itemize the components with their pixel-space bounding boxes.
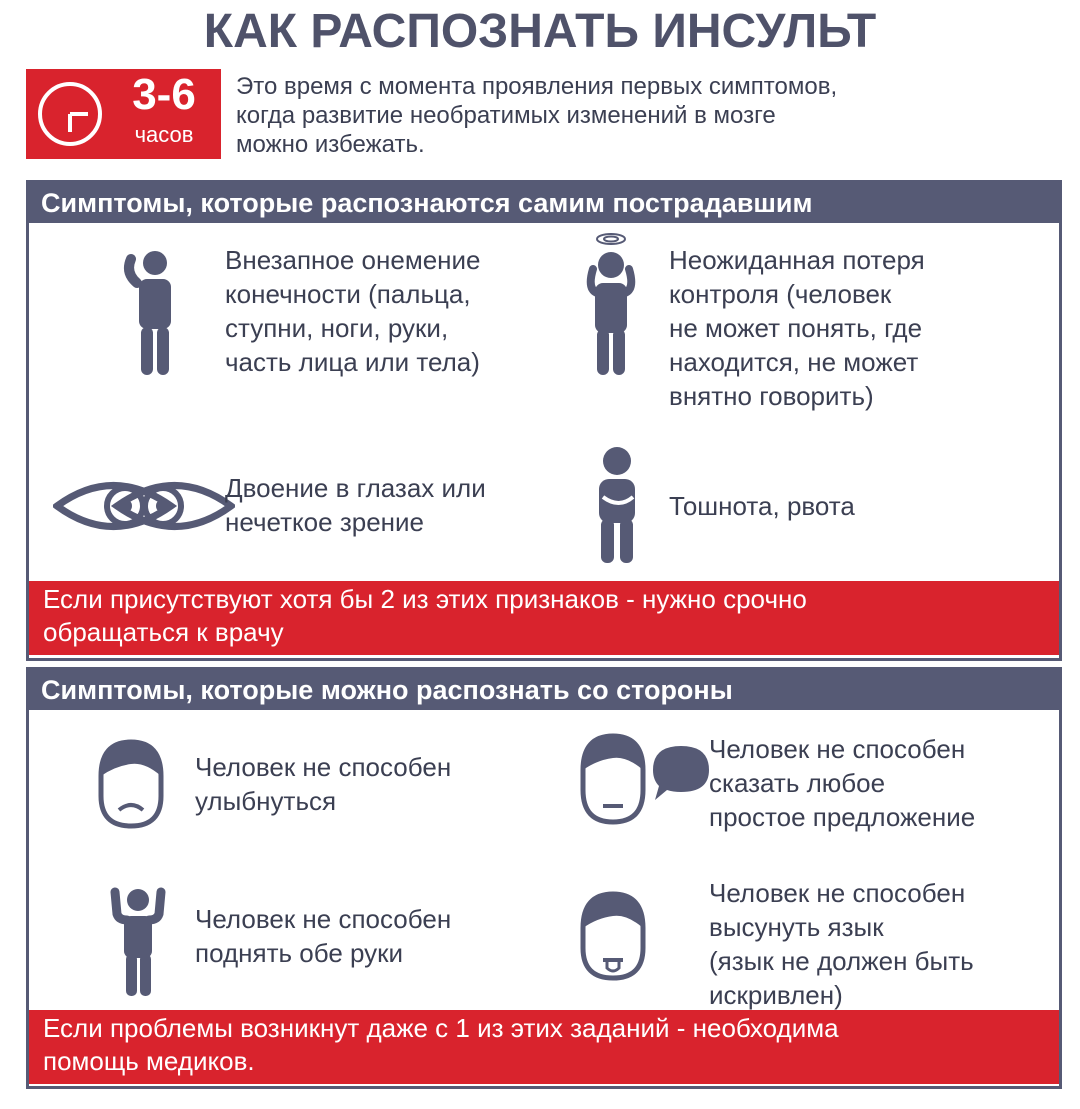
self-symptoms-header: Симптомы, которые распознаются самим пострадавшим <box>29 183 1059 223</box>
symptom-speak <box>709 732 975 834</box>
warning-line: Если присутствуют хотя бы 2 из этих признаков - нужно срочно <box>43 584 807 614</box>
symptom-line: часть лица или тела) <box>225 347 480 377</box>
warning-banner-1 <box>29 581 1059 655</box>
warning-banner-2 <box>29 1010 1059 1084</box>
symptom-line: Человек не способен <box>709 734 966 764</box>
symptom-line: простое предложение <box>709 802 976 832</box>
symptom-line: высунуть язык <box>709 912 884 942</box>
symptom-line: Неожиданная потеря <box>669 245 925 275</box>
clock-icon <box>36 80 104 148</box>
symptom-line: нечеткое зрение <box>225 507 424 537</box>
warning-line: Если проблемы возникнут даже с 1 из этих заданий - необходима <box>43 1013 839 1043</box>
observer-symptoms-header: Симптомы, которые можно распознать со стороны <box>29 670 1059 710</box>
person-numb-arm-icon <box>117 249 187 379</box>
symptom-line: (язык не должен быть <box>709 946 974 976</box>
intro-text <box>236 72 1056 159</box>
time-unit: часов <box>134 122 194 147</box>
person-raised-arms-icon <box>105 884 171 1000</box>
symptom-nausea <box>669 489 855 523</box>
sad-face-icon <box>95 736 167 832</box>
symptom-loss-of-control <box>669 243 925 413</box>
symptom-line: конечности (пальца, <box>225 279 471 309</box>
symptom-line: Человек не способен <box>709 878 966 908</box>
symptom-line: Внезапное онемение <box>225 245 481 275</box>
symptom-line: сказать любое <box>709 768 886 798</box>
intro-line: можно избежать. <box>236 131 425 158</box>
warning-line: обращаться к врачу <box>43 617 284 647</box>
symptom-line: внятно говорить) <box>669 381 874 411</box>
time-range: 3-6 <box>132 70 196 119</box>
symptom-tongue <box>709 876 974 1012</box>
intro-line: Это время с момента проявления первых симптомов, <box>236 73 838 100</box>
page-title: КАК РАСПОЗНАТЬ ИНСУЛЬТ <box>203 5 877 58</box>
intro-line: когда развитие необратимых изменений в мозге <box>236 102 776 129</box>
face-speech-bubble-icon <box>577 730 711 832</box>
symptom-line: Тошнота, рвота <box>669 491 855 521</box>
double-eye-icon <box>53 471 235 541</box>
symptom-line: Человек не способен <box>195 904 452 934</box>
symptom-smile <box>195 750 451 818</box>
symptom-double-vision <box>225 471 486 539</box>
symptom-line: ступни, ноги, руки, <box>225 313 449 343</box>
person-dizzy-icon <box>581 229 641 379</box>
symptom-numbness <box>225 243 481 379</box>
observer-symptoms-panel <box>26 667 1062 1089</box>
face-tongue-icon <box>577 888 649 984</box>
symptom-line: Двоение в глазах или <box>225 473 486 503</box>
warning-line: помощь медиков. <box>43 1046 255 1076</box>
symptom-line: контроля (человек <box>669 279 892 309</box>
symptom-line: Человек не способен <box>195 752 452 782</box>
symptom-line: искривлен) <box>709 980 843 1010</box>
person-nausea-icon <box>589 445 645 565</box>
symptom-line: не может понять, где <box>669 313 923 343</box>
symptom-raise-arms <box>195 902 451 970</box>
symptom-line: поднять обе руки <box>195 938 404 968</box>
symptom-line: улыбнуться <box>195 786 337 816</box>
self-symptoms-panel <box>26 180 1062 661</box>
symptom-line: находится, не может <box>669 347 919 377</box>
